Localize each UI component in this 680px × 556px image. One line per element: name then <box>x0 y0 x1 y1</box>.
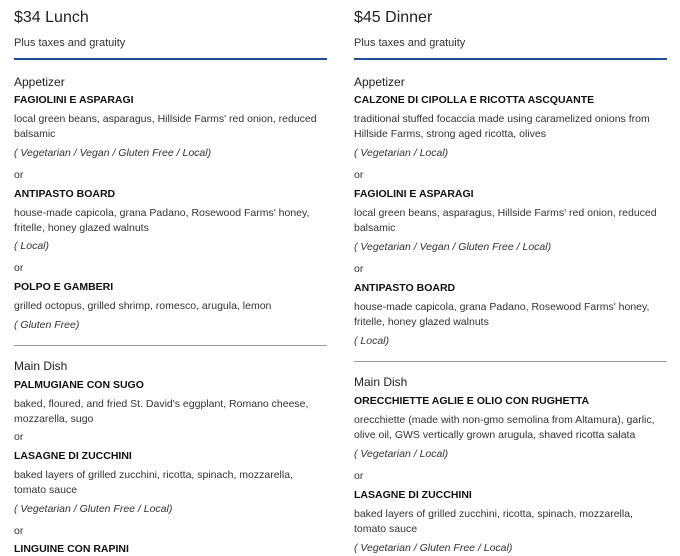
dish-tags: ( Vegetarian / Gluten Free / Local) <box>354 542 513 554</box>
dish-tags: ( Gluten Free) <box>14 319 80 331</box>
dish-name: PALMUGIANE CON SUGO <box>14 379 144 391</box>
or-separator: or <box>14 169 24 181</box>
dish-name: CALZONE DI CIPOLLA E RICOTTA ASCQUANTE <box>354 94 595 106</box>
lunch-menu <box>14 6 327 556</box>
or-separator: or <box>14 262 24 274</box>
dinner-main-heading: Main Dish <box>354 375 408 389</box>
or-separator: or <box>14 431 24 443</box>
dish-tags: ( Vegetarian / Local) <box>354 147 449 159</box>
dish-description: traditional stuffed focaccia made using caramelized onions from Hillside Farms, strong aged ricotta, olives <box>354 113 650 140</box>
dish-name: FAGIOLINI E ASPARAGI <box>354 188 474 200</box>
or-separator: or <box>354 263 364 275</box>
section-divider <box>354 361 667 362</box>
dinner-header-divider <box>354 58 667 60</box>
dish-description: house-made capicola, grana Padano, Rosewood Farms' honey, fritelle, honey glazed walnuts <box>14 207 310 234</box>
dinner-subtitle: Plus taxes and gratuity <box>354 37 466 49</box>
dish-tags: ( Vegetarian / Vegan / Gluten Free / Local) <box>354 241 552 253</box>
or-separator: or <box>354 470 364 482</box>
dish-tags: ( Local) <box>354 335 390 347</box>
dish-name: LASAGNE DI ZUCCHINI <box>14 450 132 462</box>
dish-name: LINGUINE CON RAPINI <box>14 543 129 555</box>
dish-name: ORECCHIETTE AGLIE E OLIO CON RUGHETTA <box>354 395 590 407</box>
lunch-subtitle: Plus taxes and gratuity <box>14 37 126 49</box>
lunch-main-heading: Main Dish <box>14 359 68 373</box>
dish-description: baked layers of grilled zucchini, ricotta, spinach, mozzarella, tomato sauce <box>14 469 293 496</box>
dish-tags: ( Vegetarian / Gluten Free / Local) <box>14 503 173 515</box>
dish-name: ANTIPASTO BOARD <box>354 282 456 294</box>
dish-tags: ( Vegetarian / Vegan / Gluten Free / Local) <box>14 147 212 159</box>
dish-tags: ( Vegetarian / Local) <box>354 448 449 460</box>
lunch-header-divider <box>14 58 327 60</box>
or-separator: or <box>14 525 24 537</box>
dish-tags: ( Local) <box>14 240 50 252</box>
dish-description: house-made capicola, grana Padano, Rosewood Farms' honey, fritelle, honey glazed walnuts <box>354 301 650 328</box>
dish-description: orecchiette (made with non-gmo semolina from Altamura), garlic, olive oil, GWS vertically grown arugula, shaved ricotta salata <box>354 414 655 441</box>
dish-description: local green beans, asparagus, Hillside Farms' red onion, reduced balsamic <box>14 113 317 140</box>
dish-description: grilled octopus, grilled shrimp, romesco, arugula, lemon <box>14 300 272 312</box>
dish-description: baked layers of grilled zucchini, ricotta, spinach, mozzarella, tomato sauce <box>354 508 633 535</box>
dish-name: LASAGNE DI ZUCCHINI <box>354 489 472 501</box>
dinner-title: $45 Dinner <box>354 9 433 26</box>
dinner-appetizer-heading: Appetizer <box>354 75 405 89</box>
dish-name: ANTIPASTO BOARD <box>14 188 116 200</box>
section-divider <box>14 345 327 346</box>
dish-name: FAGIOLINI E ASPARAGI <box>14 94 134 106</box>
dish-description: baked, floured, and fried St. David's eggplant, Romano cheese, mozzarella, sugo <box>14 398 309 425</box>
dish-description: local green beans, asparagus, Hillside Farms' red onion, reduced balsamic <box>354 207 657 234</box>
lunch-appetizer-heading: Appetizer <box>14 75 65 89</box>
dinner-menu <box>354 6 667 555</box>
dish-name: POLPO E GAMBERI <box>14 281 114 293</box>
or-separator: or <box>354 169 364 181</box>
lunch-title: $34 Lunch <box>14 9 89 26</box>
